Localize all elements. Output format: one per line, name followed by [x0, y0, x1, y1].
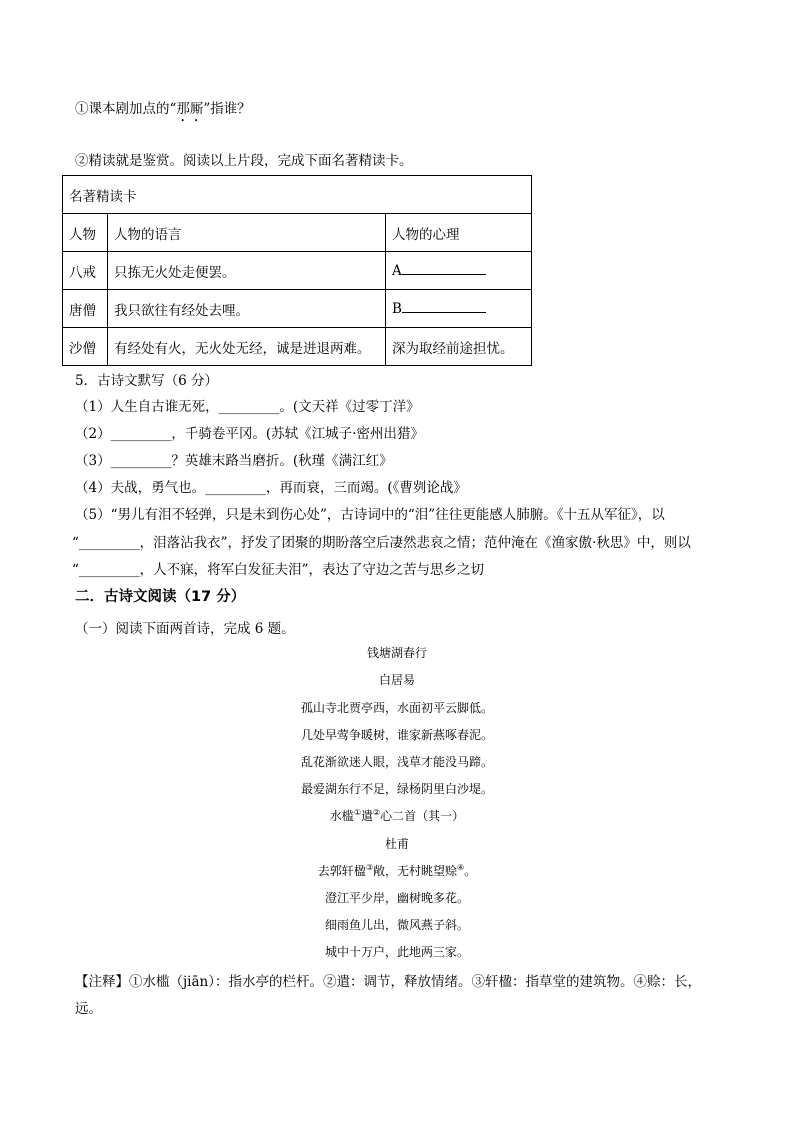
poem1-line: 最爱湖东行不足，绿杨阴里白沙堤。: [300, 782, 493, 796]
q5-line-1: （1）人生自古谁无死，_________。(文天祥《过零丁洋》: [75, 399, 420, 415]
section-heading: 二．古诗文阅读（17 分）: [75, 589, 246, 605]
q5-line-2: （2）_________，千骑卷平冈。(苏轼《江城子·密州出猎》: [75, 426, 424, 442]
poem1-line: 孤山寺北贾亭西，水面初平云脚低。: [300, 701, 493, 715]
q5-title: 5．古诗文默写（6 分）: [75, 373, 218, 389]
row-speech: 有经处有火，无火处无经，诚是进退两难。: [108, 328, 386, 366]
answer-blank: [402, 300, 486, 313]
q5-line-4: （4）夫战，勇气也。_________，再而衰，三而竭。(《曹刿论战》: [75, 480, 467, 496]
question-sub2: ②精读就是鉴赏。阅读以上片段，完成下面名著精读卡。: [75, 153, 413, 169]
row-speech: 我只欲往有经处去哩。: [108, 290, 386, 328]
poem2-line: 城中十万户，此地两三家。: [324, 945, 469, 959]
row-name: 八戒: [63, 252, 108, 290]
poem2-title: 水槛①遣②心二首（其一）: [329, 808, 465, 823]
table-header-row: [63, 214, 532, 252]
row-mind-blank[interactable]: A: [386, 252, 532, 290]
row-name: 沙僧: [63, 328, 108, 366]
poem1-author: 白居易: [378, 673, 415, 687]
dotted-word: 那厮: [176, 101, 204, 117]
row-name: 唐僧: [63, 290, 108, 328]
poem2-line: 细雨鱼儿出，微风燕子斜。: [324, 918, 469, 932]
q5-line-7: “_________，人不寐，将军白发征夫泪”，表达了守边之苦与思乡之切: [72, 562, 485, 578]
poem2-line: 去郭轩楹③敞，无村眺望赊④。: [317, 863, 477, 878]
notes-line-2: 远。: [75, 1001, 102, 1017]
question-sub1: ①课本剧加点的“那厮”指谁？: [75, 101, 251, 117]
row-speech: 只拣无火处走便罢。: [108, 252, 386, 290]
row-mind: 深为取经前途担忧。: [386, 328, 532, 366]
q5-line-5: （5）“男儿有泪不轻弹，只是未到伤心处”，古诗词中的“泪”往往更能感人肺腑。《十五从军征》，以: [75, 507, 665, 523]
q5-line-3: （3）_________？英雄末路当磨折。(秋瑾《满江红》: [75, 453, 393, 469]
header-speech: 人物的语言: [108, 214, 386, 252]
q5-line-6: “_________，泪落沾我衣”，抒发了团聚的期盼落空后凄然悲哀之情；范仲淹在《渔家傲·秋思》中，则以: [72, 535, 691, 551]
answer-blank: [402, 262, 486, 275]
table-row: [63, 252, 532, 290]
poem1-line: 乱花渐欲迷人眼，浅草才能没马蹄。: [300, 755, 493, 769]
section-intro: （一）阅读下面两首诗，完成 6 题。: [75, 621, 295, 637]
notes-line-1: 【注释】①水槛（jiān）：指水亭的栏杆。②遣：调节，释放情绪。③轩楹：指草堂的建筑物。④赊：长，: [75, 974, 701, 990]
table-row: [63, 328, 532, 366]
header-person: 人物: [63, 214, 108, 252]
poem1-line: 几处早莺争暖树，谁家新燕啄春泥。: [300, 728, 493, 742]
poem1-title: 钱塘湖春行: [366, 646, 427, 660]
poem2-line: 澄江平少岸，幽树晚多花。: [324, 891, 469, 905]
table-row: [63, 290, 532, 328]
header-mind: 人物的心理: [386, 214, 532, 252]
card-title: 名著精读卡: [63, 176, 532, 214]
row-mind-blank[interactable]: B: [386, 290, 532, 328]
reading-card-table: [62, 175, 532, 366]
poem2-author: 杜甫: [384, 837, 409, 851]
